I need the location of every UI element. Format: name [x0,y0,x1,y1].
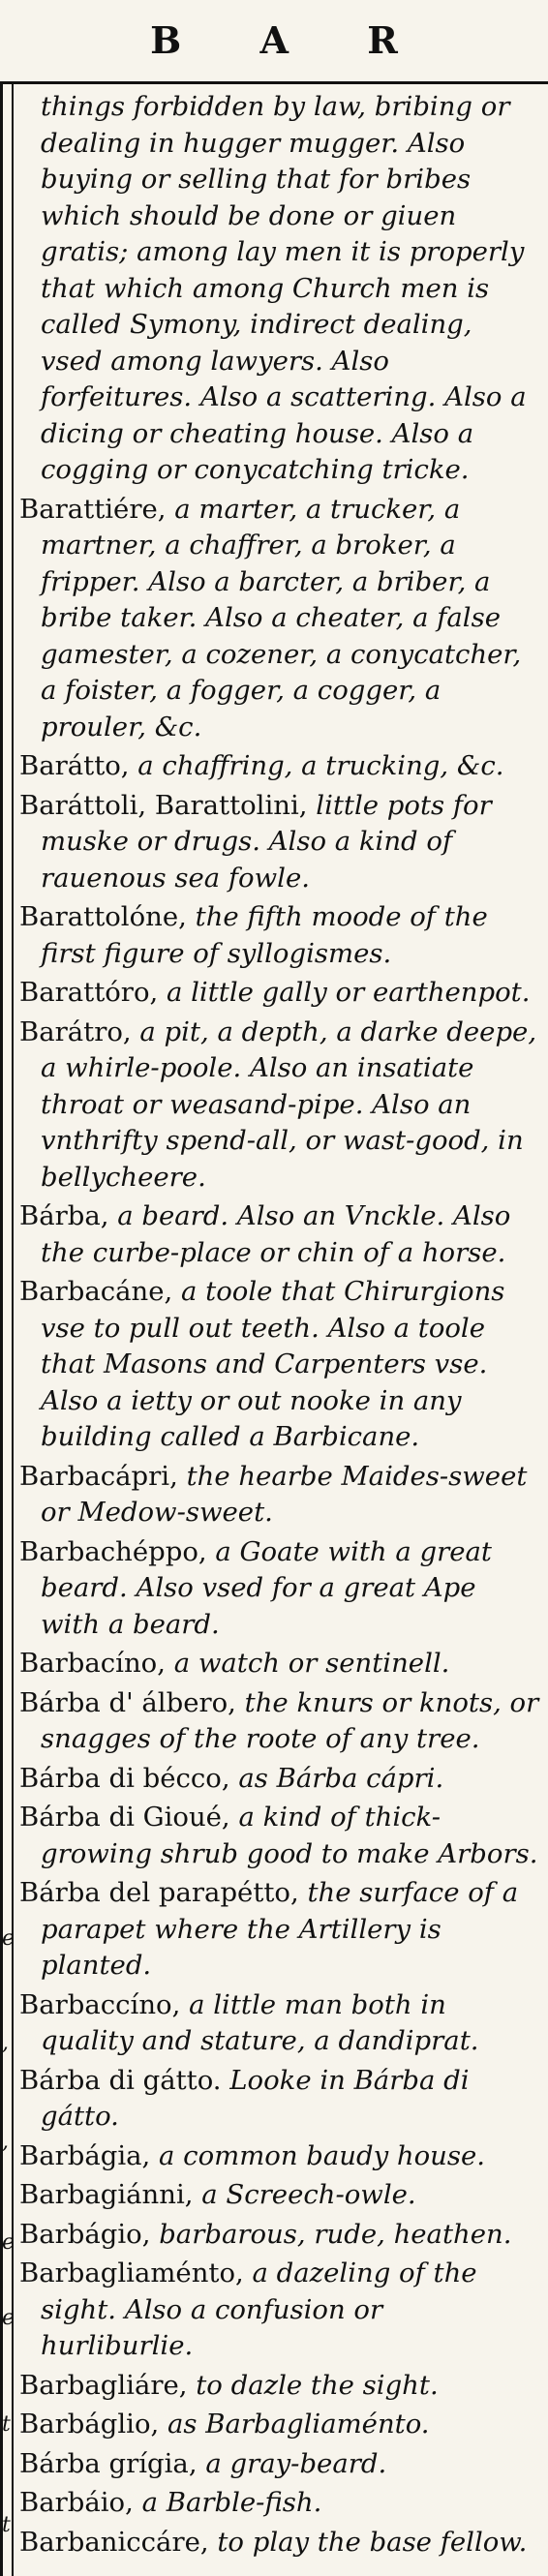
entry-definition: a beard. Also an Vnckle. Also the curbe-place or chin of a horse. [41,1200,511,1268]
entry-definition: a little gally or earthenpot. [167,977,531,1008]
dictionary-entry [19,788,540,897]
entry-definition: a chaffring, a trucking, &c. [137,750,504,781]
dictionary-entry [19,1761,540,1798]
margin-mark: e [2,1926,15,1951]
entry-headword: Bárba, [19,1200,109,1231]
dictionary-entry [19,899,540,972]
entry-definition: little pots for muske or drugs. Also a kind of rauenous sea fowle. [41,789,492,894]
margin-mark: t [2,2513,11,2537]
entry-headword: Barbagiánni, [19,2179,194,2210]
entry-definition: a kind of thick-growing shrub good to make Arbors. [41,1802,538,1869]
dictionary-entry [19,492,540,746]
entry-definition: a Screech-owle. [201,2179,416,2210]
entry-headword: Barbaccíno, [19,1988,181,2020]
entry-headword: Barbachéppo, [19,1535,207,1567]
dictionary-entry [19,2138,540,2175]
entry-headword: Barátro, [19,1015,132,1047]
entry-definition: to play the base fellow. [217,2526,528,2558]
entry-headword: Barbáio, [19,2487,134,2518]
page-header [0,0,548,87]
dictionary-entry [19,2368,540,2405]
dictionary-entry [19,89,540,489]
entry-definition: things forbidden by law, bribing or dealing in hugger mugger. Also buying or selling that for bribes which should be done or giuen gratis; among lay men it is properly that which among Church men is called Symony, indirect dealing, vsed among lawyers. Also forfeitures. Also a scattering. Also a dicing or cheating house. Also a cogging or conycatching tricke. [41,91,527,485]
entry-definition: as Barbagliaménto. [167,2409,430,2440]
dictionary-entry [19,2485,540,2522]
dictionary-entry [19,1274,540,1456]
entry-definition: Looke in Bárba di gátto. [41,2064,470,2132]
dictionary-entry [19,1987,540,2060]
margin-mark: e [2,2230,15,2255]
dictionary-entry [19,2407,540,2443]
entry-headword: Barattóro, [19,977,159,1008]
header-rule [0,81,548,84]
entry-headword: Barbáglio, [19,2409,160,2440]
dictionary-entry [19,2256,540,2365]
dictionary-entry [19,1646,540,1682]
entry-headword: Bárba di bécco, [19,1762,230,1794]
entry-headword: Bárba di Gioué, [19,1802,230,1833]
entry-definition: barbarous, rude, heathen. [159,2218,512,2250]
entry-definition: a Goate with a great beard. Also vsed for a great Ape with a beard. [41,1535,492,1640]
entry-definition: as Bárba cápri. [238,1762,444,1794]
dictionary-entry [19,2217,540,2254]
entry-headword: Barbacáne, [19,1276,173,1307]
entry-headword: Barbagliaménto, [19,2258,244,2288]
entry-headword: Baráttoli, Barattolini, [19,789,308,821]
entry-headword: Barbacápri, [19,1460,178,1492]
entry-headword: Bárba del parapétto, [19,1877,299,1908]
dictionary-entry [19,1875,540,1985]
entry-definition: the knurs or knots, or snagges of the roote of any tree. [41,1686,539,1754]
dictionary-entry [19,748,540,785]
entry-definition: a pit, a depth, a darke deepe, a whirle-poole. Also an insatiate throat or weasand-pipe. Also an vnthrifty spend-all, or wast-good, in bellycheere. [41,1015,537,1193]
dictionary-entry [19,1459,540,1531]
dictionary-entry [19,2177,540,2214]
entry-definition: a common baudy house. [159,2139,486,2171]
dictionary-entry [19,2063,540,2136]
margin-mark: , [2,2031,9,2055]
entry-headword: Barbacíno, [19,1648,166,1679]
entry-headword: Barattiére, [19,493,167,525]
entry-headword: Barbágio, [19,2218,151,2250]
entry-headword: Barátto, [19,750,130,781]
entry-headword: Barattolóne, [19,901,187,932]
entry-headword: Barbaniccáre, [19,2526,209,2558]
dictionary-entry [19,2446,540,2483]
entry-definition: the hearbe Maides-sweet or Medow-sweet. [41,1460,528,1528]
dictionary-column [19,89,540,2563]
entry-definition: a gray-beard. [205,2447,387,2479]
entry-definition: a Barble-fish. [141,2487,322,2518]
entry-headword: Barbagliáre, [19,2369,188,2401]
running-head: B A R [150,18,431,62]
entry-headword: Bárba d' álbero, [19,1686,236,1718]
margin-mark: e [2,2306,15,2330]
entry-definition: the surface of a parapet where the Artillery is planted. [41,1877,519,1981]
entry-headword: Barbágia, [19,2139,151,2171]
entry-definition: a dazeling of the sight. Also a confusion or hurliburlie. [41,2258,477,2361]
dictionary-entry [19,1198,540,1271]
entry-definition: a watch or sentinell. [173,1648,450,1679]
dictionary-entry [19,1534,540,1644]
entry-headword: Bárba grígia, [19,2447,198,2479]
gutter-rule [12,84,14,2576]
margin-mark: , [2,2130,9,2154]
dictionary-entry [19,975,540,1012]
margin-marks [2,0,15,2576]
dictionary-entry [19,2525,540,2561]
margin-mark: t [2,2412,11,2437]
entry-definition: a marter, a trucker, a martner, a chaffrer, a broker, a fripper. Also a barcter, a briber, a bribe taker. Also a cheater, a false gamester, a cozener, a conycatcher, a foister, a fogger, a cogger, a prouler, &c. [41,493,522,742]
entry-definition: a little man both in quality and stature, a dandiprat. [41,1988,479,2056]
entry-headword: Bárba di gátto. [19,2064,222,2096]
dictionary-entry [19,1015,540,1197]
entry-definition: to dazle the sight. [196,2369,439,2401]
dictionary-entry [19,1685,540,1758]
entry-definition: a toole that Chirurgions vse to pull out teeth. Also a toole that Masons and Carpenters vse. Also a ietty or out nooke in any building called a Barbicane. [41,1276,505,1452]
dictionary-entry [19,1800,540,1872]
entry-definition: the fifth moode of the first figure of syllogismes. [41,901,488,969]
